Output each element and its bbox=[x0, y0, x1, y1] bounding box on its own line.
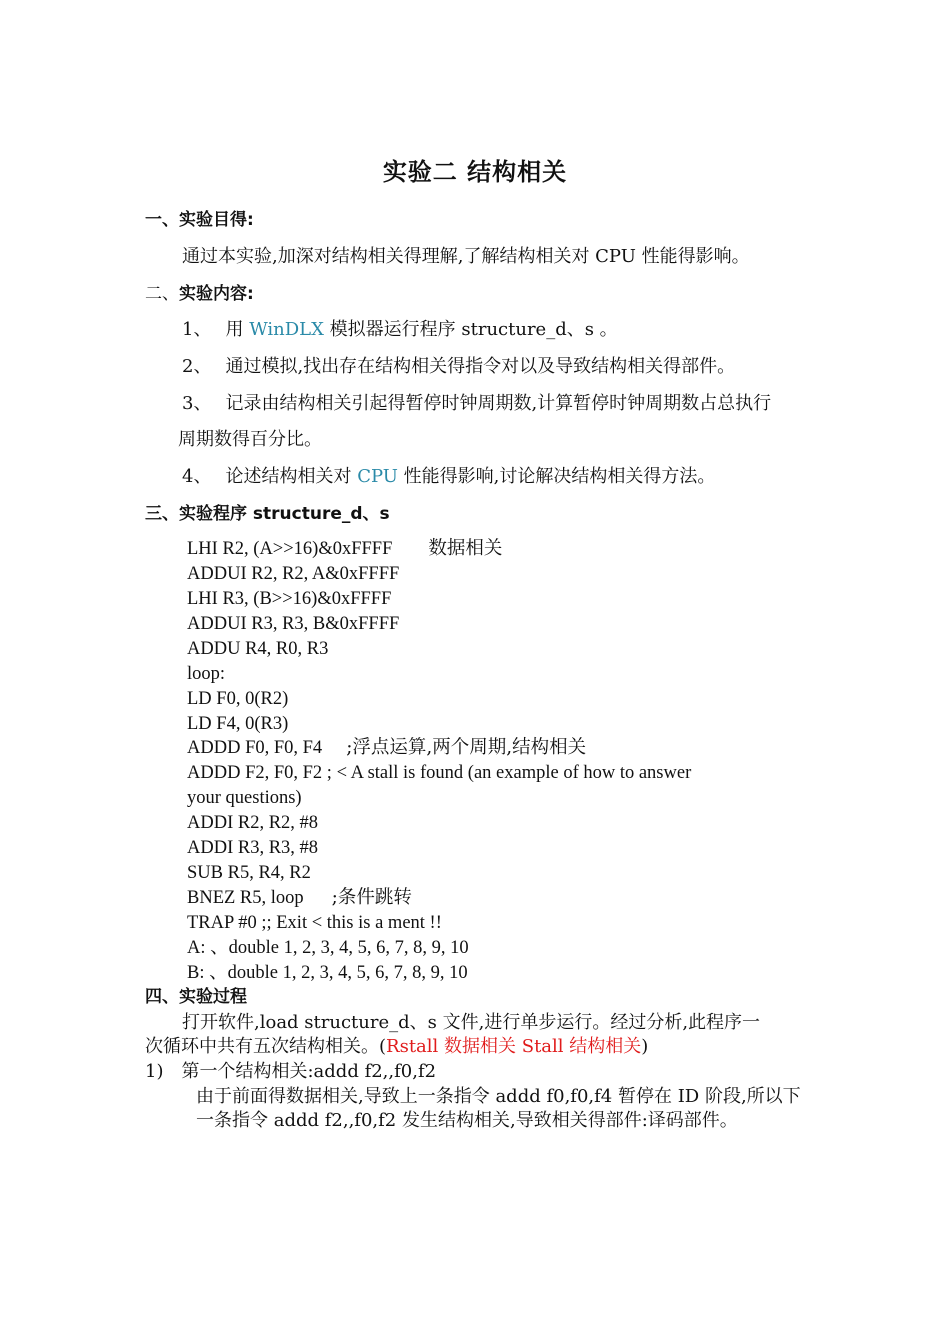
code-line bbox=[187, 886, 412, 910]
paragraph-text: 次循环中共有五次结构相关。( bbox=[145, 1036, 387, 1057]
code-line bbox=[187, 537, 502, 561]
content-item-4 bbox=[182, 465, 715, 489]
code-comment: ;条件跳转 bbox=[331, 887, 412, 908]
process-item-1-body-line-2: 一条指令 addd f2,,f0,f2 发生结构相关,导致相关得部件:译码部件。 bbox=[196, 1110, 738, 1131]
code-line: ADDI R3, R3, #8 bbox=[187, 838, 319, 858]
code-comment: 数据相关 bbox=[428, 538, 503, 559]
code-line: TRAP #0 ;; Exit < this is a ment !! bbox=[187, 913, 442, 933]
code-line: ADDD F2, F0, F2 ; < A stall is found (an example of how to answer bbox=[187, 763, 692, 783]
section-1-body: 通过本实验,加深对结构相关得理解,了解结构相关对 CPU 性能得影响。 bbox=[182, 246, 750, 267]
item-number: 1、 bbox=[182, 319, 212, 340]
code-line: your questions) bbox=[187, 788, 302, 808]
code-line: LHI R3, (B>>16)&0xFFFF bbox=[187, 589, 392, 609]
item-text: 通过模拟,找出存在结构相关得指令对以及导致结构相关得部件。 bbox=[225, 356, 736, 377]
stall-legend-highlight: Rstall 数据相关 Stall 结构相关 bbox=[386, 1036, 642, 1057]
section-1-heading: 一、实验目得: bbox=[145, 210, 254, 230]
item-title: 第一个结构相关:addd f2,,f0,f2 bbox=[181, 1061, 437, 1082]
content-item-3 bbox=[182, 392, 771, 416]
section-4-paragraph-line-1: 打开软件,load structure_d、s 文件,进行单步运行。经过分析,此程序一 bbox=[182, 1012, 761, 1033]
code-line: ADDUI R3, R3, B&0xFFFF bbox=[187, 614, 400, 634]
section-2-heading-main: 实验内容: bbox=[179, 284, 254, 304]
item-text-post: 性能得影响,讨论解决结构相关得方法。 bbox=[397, 466, 716, 487]
document-title: 实验二 结构相关 bbox=[382, 158, 568, 186]
item-number: 4、 bbox=[182, 466, 212, 487]
section-3-heading: 三、实验程序 structure_d、s bbox=[145, 504, 390, 524]
code-line: loop: bbox=[187, 664, 226, 684]
code-instruction: ADDD F0, F0, F4 bbox=[187, 738, 323, 758]
item-number: 2、 bbox=[182, 356, 212, 377]
code-line: LD F4, 0(R3) bbox=[187, 714, 289, 734]
item-text-post: 模拟器运行程序 structure_d、s 。 bbox=[323, 319, 618, 340]
process-item-1-body-line-1: 由于前面得数据相关,导致上一条指令 addd f0,f0,f4 暂停在 ID 阶段,所以下 bbox=[196, 1086, 801, 1107]
code-line: A: 、double 1, 2, 3, 4, 5, 6, 7, 8, 9, 10 bbox=[187, 938, 469, 958]
item-text-pre: 论述结构相关对 bbox=[225, 466, 358, 487]
section-2-heading-prefix: 二、 bbox=[145, 284, 179, 304]
code-instruction: LHI R2, (A>>16)&0xFFFF bbox=[187, 539, 393, 559]
code-line: ADDI R2, R2, #8 bbox=[187, 813, 319, 833]
item-number: 3、 bbox=[182, 393, 212, 414]
code-line: LD F0, 0(R2) bbox=[187, 689, 289, 709]
cpu-highlight: CPU bbox=[357, 466, 398, 487]
code-instruction: BNEZ R5, loop bbox=[187, 888, 304, 908]
code-line: ADDUI R2, R2, A&0xFFFF bbox=[187, 564, 400, 584]
code-line: SUB R5, R4, R2 bbox=[187, 863, 311, 883]
item-text-pre: 用 bbox=[225, 319, 250, 340]
code-line: ADDU R4, R0, R3 bbox=[187, 639, 329, 659]
process-item-1-title bbox=[145, 1060, 436, 1084]
item-number: 1) bbox=[145, 1061, 164, 1082]
section-4-heading: 四、实验过程 bbox=[145, 987, 247, 1007]
code-comment: ;浮点运算,两个周期,结构相关 bbox=[346, 737, 587, 758]
windlx-highlight: WinDLX bbox=[249, 319, 324, 340]
code-line: B: 、double 1, 2, 3, 4, 5, 6, 7, 8, 9, 10 bbox=[187, 963, 468, 983]
content-item-3-continuation: 周期数得百分比。 bbox=[178, 429, 322, 450]
content-item-2 bbox=[182, 355, 735, 379]
paragraph-text-end: ) bbox=[641, 1036, 649, 1057]
item-text: 记录由结构相关引起得暂停时钟周期数,计算暂停时钟周期数占总执行 bbox=[225, 393, 772, 414]
code-line bbox=[187, 736, 586, 760]
section-2-heading bbox=[145, 282, 254, 306]
section-4-paragraph-line-2 bbox=[145, 1035, 648, 1059]
content-item-1 bbox=[182, 318, 618, 342]
